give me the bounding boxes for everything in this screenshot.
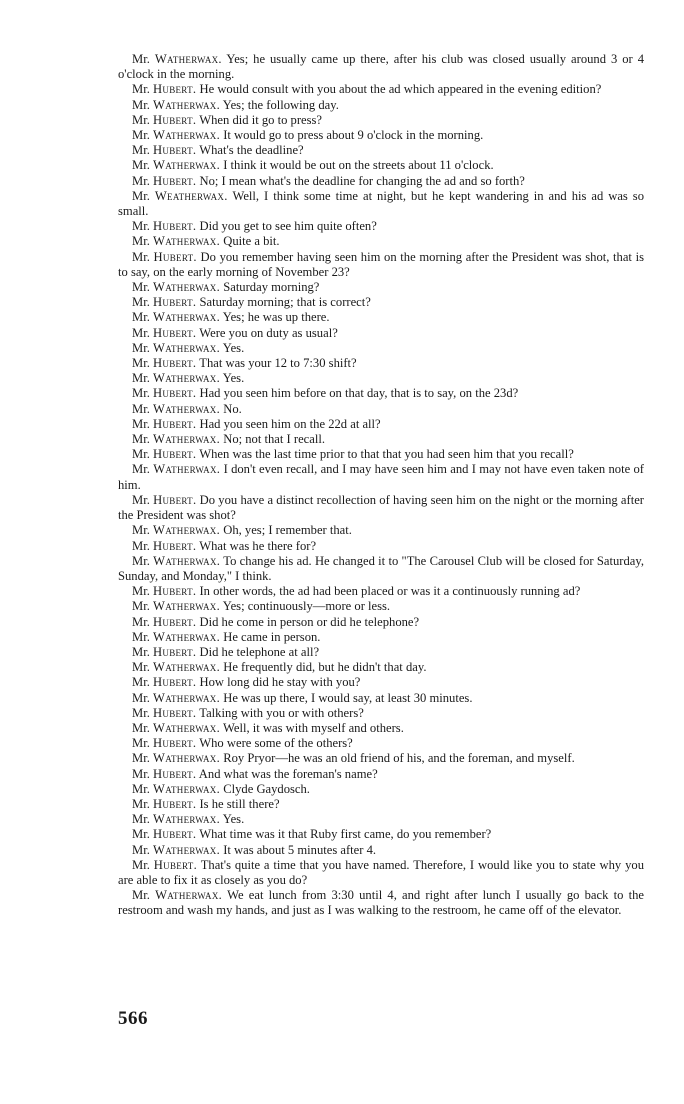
testimony-text: Did you get to see him quite often?	[199, 219, 377, 234]
testimony-paragraph	[118, 706, 644, 721]
testimony-text: Do you have a distinct recollection of having seen him on the night or the morning after the President was shot?	[118, 492, 644, 523]
speaker-title: Mr.	[132, 371, 150, 386]
testimony-text: Yes; he usually came up there, after his club was closed usually around 3 or 4 o'clock in the morning.	[118, 52, 644, 82]
speaker-name: Hubert.	[153, 295, 197, 310]
speaker-title: Mr.	[132, 432, 150, 447]
speaker-title: Mr.	[132, 173, 150, 188]
testimony-text: Saturday morning; that is correct?	[199, 295, 371, 310]
testimony-text: Do you remember having seen him on the morning after the President was shot, that is to say, on the early morning of November 23?	[118, 249, 644, 279]
speaker-name: Watherwax.	[155, 888, 223, 903]
testimony-text: We eat lunch from 3:30 until 4, and right after lunch I usually go back to the restroom and wash my hands, and just as I was walking to the restroom, he came off of the elevator.	[118, 888, 644, 918]
speaker-name: Watherwax.	[153, 401, 221, 416]
testimony-paragraph	[118, 250, 644, 280]
testimony-paragraph	[118, 447, 644, 462]
speaker-name: Watherwax.	[153, 629, 221, 644]
speaker-name: Watherwax.	[153, 599, 221, 614]
page-number: 566	[118, 1008, 148, 1029]
speaker-name: Watherwax.	[153, 340, 221, 355]
testimony-paragraph	[118, 797, 644, 812]
testimony-text: Did he telephone at all?	[199, 644, 320, 659]
speaker-name: Hubert.	[153, 173, 197, 188]
testimony-text: Roy Pryor—he was an old friend of his, and the foreman, and myself.	[223, 751, 575, 766]
speaker-title: Mr.	[132, 401, 150, 416]
testimony-text: It was about 5 minutes after 4.	[223, 842, 377, 857]
speaker-title: Mr.	[132, 751, 150, 766]
testimony-paragraph	[118, 767, 644, 782]
speaker-title: Mr.	[132, 720, 150, 735]
testimony-paragraph	[118, 736, 644, 751]
testimony-paragraph	[118, 143, 644, 158]
testimony-text: When did it go to press?	[199, 112, 323, 127]
speaker-title: Mr.	[132, 492, 150, 507]
speaker-name: Watherwax.	[153, 462, 221, 477]
speaker-title: Mr.	[132, 219, 150, 234]
testimony-text: How long did he stay with you?	[199, 675, 361, 690]
testimony-paragraph	[118, 493, 644, 523]
speaker-title: Mr.	[132, 249, 150, 264]
testimony-paragraph	[118, 554, 644, 584]
testimony-text: I think it would be out on the streets about 11 o'clock.	[223, 158, 494, 173]
speaker-name: Watherwax.	[153, 660, 221, 675]
speaker-title: Mr.	[132, 128, 150, 143]
speaker-title: Mr.	[132, 584, 150, 599]
testimony-paragraph	[118, 402, 644, 417]
speaker-title: Mr.	[132, 310, 150, 325]
testimony-text: Were you on duty as usual?	[199, 325, 338, 340]
speaker-title: Mr.	[132, 538, 150, 553]
testimony-text: In other words, the ad had been placed or was it a continuously running ad?	[199, 584, 581, 599]
speaker-name: Hubert.	[153, 538, 197, 553]
testimony-paragraph	[118, 691, 644, 706]
testimony-paragraph	[118, 326, 644, 341]
testimony-paragraph	[118, 341, 644, 356]
testimony-text: Is he still there?	[199, 796, 280, 811]
speaker-title: Mr.	[132, 644, 150, 659]
speaker-title: Mr.	[132, 188, 150, 203]
testimony-paragraph	[118, 386, 644, 401]
testimony-paragraph	[118, 98, 644, 113]
testimony-paragraph	[118, 52, 644, 82]
testimony-paragraph	[118, 295, 644, 310]
speaker-name: Hubert.	[153, 416, 197, 431]
speaker-title: Mr.	[132, 97, 150, 112]
speaker-name: Hubert.	[153, 675, 197, 690]
testimony-text: When was the last time prior to that that you had seen him that you recall?	[199, 447, 574, 462]
speaker-title: Mr.	[132, 690, 150, 705]
speaker-name: Hubert.	[153, 827, 197, 842]
testimony-text: No; I mean what's the deadline for changing the ad and so forth?	[199, 173, 525, 188]
testimony-paragraph	[118, 174, 644, 189]
speaker-name: Watherwax.	[153, 280, 221, 295]
speaker-title: Mr.	[132, 796, 150, 811]
testimony-paragraph	[118, 630, 644, 645]
testimony-text: Quite a bit.	[223, 234, 280, 249]
testimony-text: Talking with you or with others?	[199, 705, 364, 720]
speaker-name: Hubert.	[153, 644, 197, 659]
testimony-paragraph	[118, 158, 644, 173]
testimony-text: He would consult with you about the ad which appeared in the evening edition?	[199, 82, 602, 97]
testimony-paragraph	[118, 539, 644, 554]
speaker-title: Mr.	[132, 629, 150, 644]
speaker-title: Mr.	[132, 599, 150, 614]
testimony-paragraph	[118, 189, 644, 219]
speaker-title: Mr.	[132, 705, 150, 720]
speaker-title: Mr.	[132, 112, 150, 127]
speaker-title: Mr.	[132, 812, 150, 827]
testimony-paragraph	[118, 675, 644, 690]
speaker-title: Mr.	[132, 675, 150, 690]
testimony-text: Yes; he was up there.	[222, 310, 330, 325]
speaker-name: Watherwax.	[153, 128, 221, 143]
testimony-text: Who were some of the others?	[199, 736, 353, 751]
speaker-name: Watherwax.	[153, 553, 221, 568]
testimony-text: Yes; the following day.	[222, 97, 339, 112]
testimony-paragraph	[118, 843, 644, 858]
testimony-text: He frequently did, but he didn't that day.	[223, 660, 427, 675]
speaker-title: Mr.	[132, 857, 150, 872]
testimony-paragraph	[118, 234, 644, 249]
speaker-name: Watherwax.	[153, 523, 221, 538]
testimony-text: He came in person.	[223, 629, 321, 644]
speaker-name: Hubert.	[153, 857, 198, 872]
speaker-title: Mr.	[132, 386, 150, 401]
speaker-title: Mr.	[132, 356, 150, 371]
speaker-title: Mr.	[132, 660, 150, 675]
testimony-paragraph	[118, 280, 644, 295]
speaker-title: Mr.	[132, 842, 150, 857]
speaker-title: Mr.	[132, 888, 150, 903]
speaker-name: Hubert.	[153, 447, 197, 462]
testimony-paragraph	[118, 827, 644, 842]
speaker-name: Hubert.	[153, 614, 197, 629]
speaker-name: Hubert.	[153, 584, 197, 599]
speaker-title: Mr.	[132, 523, 150, 538]
speaker-title: Mr.	[132, 447, 150, 462]
testimony-text: Yes.	[222, 812, 245, 827]
speaker-name: Watherwax.	[153, 234, 221, 249]
testimony-text: Had you seen him before on that day, that is to say, on the 23d?	[199, 386, 519, 401]
speaker-name: Watherwax.	[153, 97, 221, 112]
speaker-title: Mr.	[132, 295, 150, 310]
testimony-text: That was your 12 to 7:30 shift?	[199, 356, 357, 371]
speaker-name: Hubert.	[153, 356, 197, 371]
testimony-paragraph	[118, 888, 644, 918]
speaker-title: Mr.	[132, 736, 150, 751]
speaker-title: Mr.	[132, 82, 150, 97]
testimony-paragraph	[118, 371, 644, 386]
speaker-title: Mr.	[132, 462, 150, 477]
testimony-text: And what was the foreman's name?	[198, 766, 378, 781]
speaker-name: Hubert.	[153, 796, 197, 811]
testimony-text: Yes.	[222, 340, 245, 355]
speaker-title: Mr.	[132, 325, 150, 340]
testimony-text: Yes.	[222, 371, 245, 386]
testimony-text: No.	[223, 401, 242, 416]
testimony-text: I don't even recall, and I may have seen him and I may not have even taken note of him.	[118, 462, 644, 492]
testimony-paragraph	[118, 645, 644, 660]
speaker-title: Mr.	[132, 614, 150, 629]
speaker-name: Watherwax.	[153, 371, 221, 386]
testimony-paragraph	[118, 356, 644, 371]
testimony-paragraph	[118, 858, 644, 888]
testimony-paragraph	[118, 812, 644, 827]
testimony-text: What was he there for?	[199, 538, 317, 553]
speaker-name: Watherwax.	[154, 52, 222, 66]
speaker-title: Mr.	[132, 416, 150, 431]
speaker-name: Watherwax.	[153, 720, 221, 735]
testimony-paragraph	[118, 660, 644, 675]
testimony-text: Well, I think some time at night, but he kept wandering in and his ad was so small.	[118, 188, 644, 219]
speaker-name: Watherwax.	[153, 842, 221, 857]
testimony-text: No; not that I recall.	[223, 432, 325, 447]
testimony-paragraph	[118, 128, 644, 143]
testimony-text: Clyde Gaydosch.	[223, 781, 310, 796]
testimony-text: Yes; continuously—more or less.	[222, 599, 391, 614]
speaker-name: Hubert.	[153, 82, 197, 97]
testimony-paragraph	[118, 310, 644, 325]
testimony-text: Saturday morning?	[223, 280, 320, 295]
speaker-name: Watherwax.	[153, 751, 221, 766]
testimony-text: What time was it that Ruby first came, do you remember?	[199, 827, 492, 842]
transcript-body	[118, 52, 644, 919]
speaker-name: Hubert.	[153, 766, 197, 781]
testimony-text: That's quite a time that you have named. Therefore, I would like you to state why you are able to fix it as closely as you do?	[118, 857, 644, 887]
testimony-paragraph	[118, 599, 644, 614]
testimony-text: Well, it was with myself and others.	[222, 720, 404, 735]
speaker-title: Mr.	[132, 766, 150, 781]
testimony-text: He was up there, I would say, at least 30 minutes.	[223, 690, 473, 705]
speaker-title: Mr.	[132, 158, 150, 173]
testimony-text: Oh, yes; I remember that.	[223, 523, 352, 538]
speaker-name: Watherwax.	[153, 158, 221, 173]
speaker-name: Watherwax.	[153, 690, 221, 705]
speaker-name: Watherwax.	[153, 310, 221, 325]
testimony-paragraph	[118, 523, 644, 538]
testimony-paragraph	[118, 584, 644, 599]
speaker-name: Hubert.	[153, 386, 197, 401]
testimony-paragraph	[118, 782, 644, 797]
speaker-title: Mr.	[132, 827, 150, 842]
testimony-paragraph	[118, 432, 644, 447]
testimony-paragraph	[118, 82, 644, 97]
speaker-title: Mr.	[132, 143, 150, 158]
speaker-name: Hubert.	[153, 705, 197, 720]
speaker-title: Mr.	[132, 280, 150, 295]
testimony-paragraph	[118, 615, 644, 630]
speaker-title: Mr.	[132, 52, 150, 66]
testimony-paragraph	[118, 462, 644, 492]
speaker-name: Watherwax.	[153, 432, 221, 447]
speaker-name: Hubert.	[153, 112, 197, 127]
speaker-name: Hubert.	[153, 143, 197, 158]
speaker-name: Hubert.	[153, 219, 197, 234]
speaker-name: Hubert.	[153, 736, 197, 751]
speaker-name: Watherwax.	[153, 812, 221, 827]
testimony-paragraph	[118, 417, 644, 432]
speaker-name: Watherwax.	[153, 781, 221, 796]
testimony-text: What's the deadline?	[199, 143, 304, 158]
testimony-paragraph	[118, 113, 644, 128]
testimony-text: To change his ad. He changed it to "The Carousel Club will be closed for Saturday, Sunday, and Monday," I think.	[118, 553, 645, 583]
testimony-text: It would go to press about 9 o'clock in the morning.	[223, 128, 484, 143]
speaker-name: Weatherwax.	[154, 188, 228, 203]
speaker-name: Hubert.	[153, 249, 197, 264]
testimony-paragraph	[118, 721, 644, 736]
speaker-title: Mr.	[132, 553, 150, 568]
speaker-name: Hubert.	[153, 325, 197, 340]
speaker-title: Mr.	[132, 234, 150, 249]
speaker-name: Hubert.	[153, 492, 197, 507]
speaker-title: Mr.	[132, 340, 150, 355]
testimony-text: Did he come in person or did he telephone?	[199, 614, 420, 629]
speaker-title: Mr.	[132, 781, 150, 796]
testimony-paragraph	[118, 219, 644, 234]
testimony-paragraph	[118, 751, 644, 766]
testimony-text: Had you seen him on the 22d at all?	[199, 416, 381, 431]
